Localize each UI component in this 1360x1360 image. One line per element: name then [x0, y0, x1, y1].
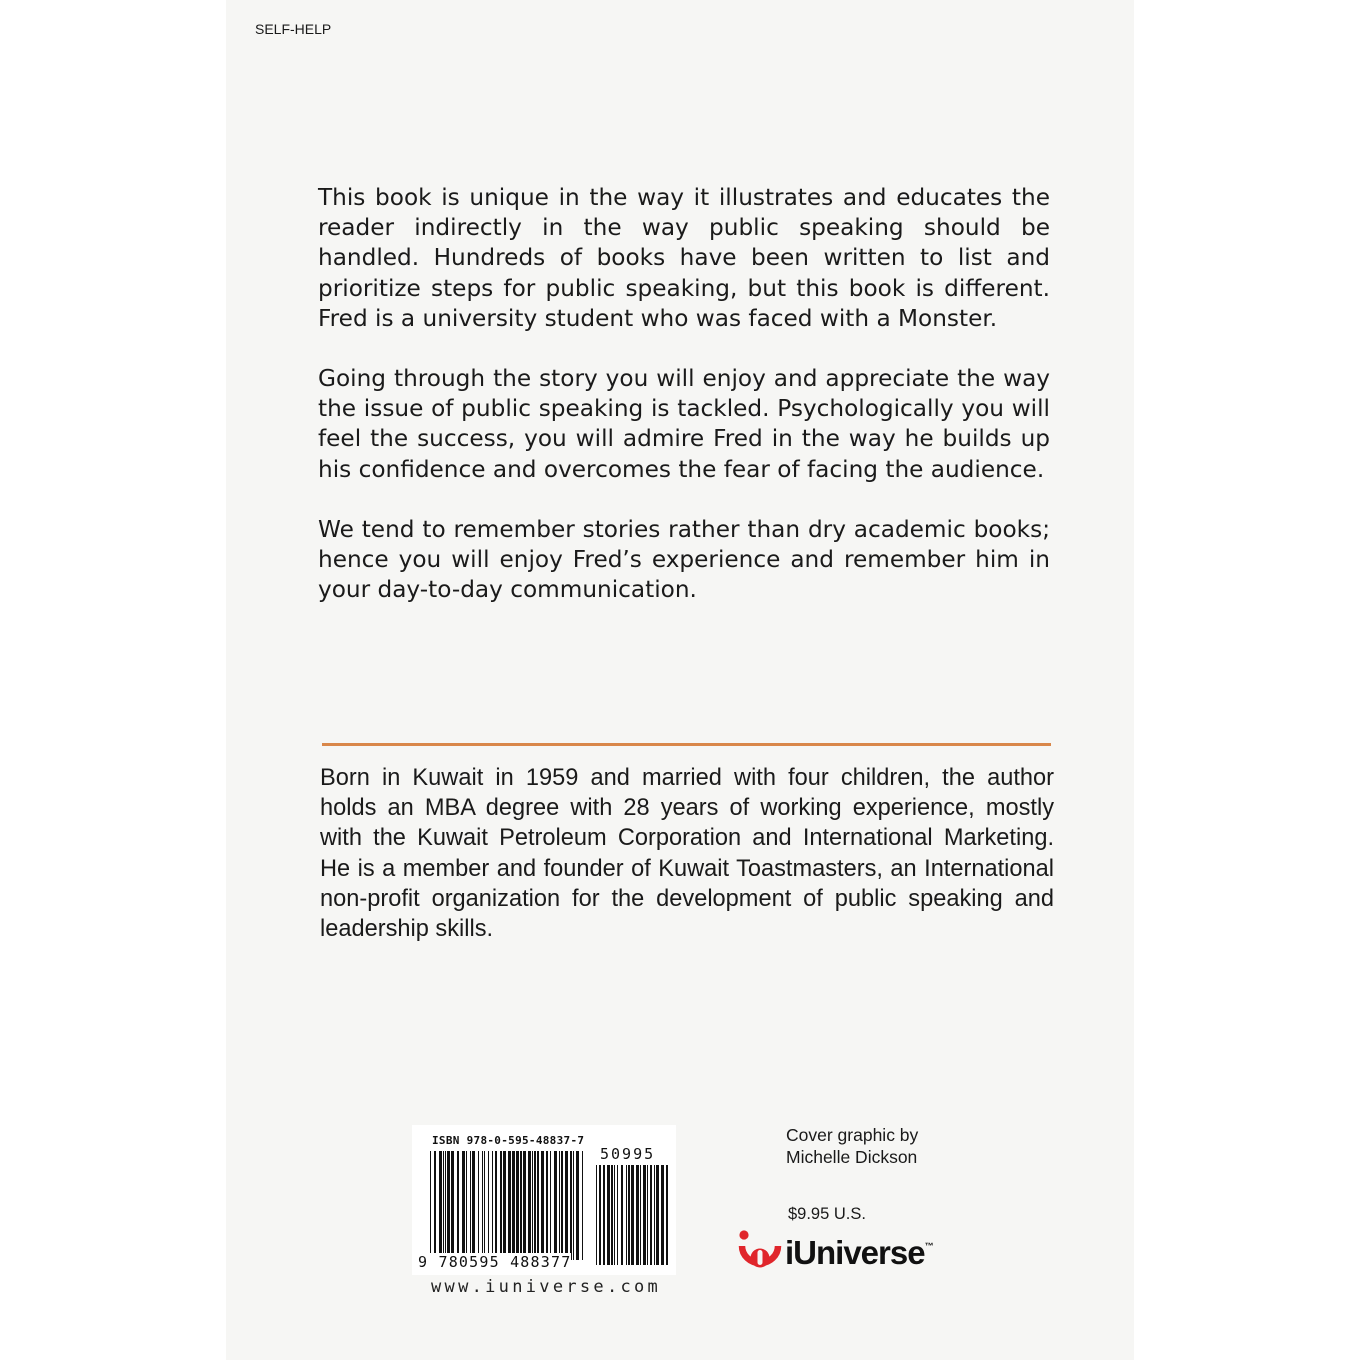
- barcode-bar: [492, 1151, 493, 1260]
- barcode-bar: [603, 1165, 605, 1265]
- genre-label: SELF-HELP: [255, 21, 332, 37]
- blurb-paragraph: We tend to remember stories rather than dry academic books; hence you will enjoy Fred’s experience and remember him in your day-to-day communication.: [318, 515, 1050, 604]
- barcode-bar: [647, 1165, 648, 1265]
- barcode-bar: [439, 1151, 442, 1260]
- cover-credit-line1: Cover graphic by: [786, 1125, 919, 1145]
- barcode-bar: [554, 1151, 557, 1260]
- barcode-bar: [445, 1151, 446, 1260]
- barcode-bar: [640, 1165, 641, 1265]
- barcode-bar: [559, 1151, 560, 1260]
- barcode-bar: [650, 1165, 652, 1265]
- barcode-bar: [576, 1151, 579, 1260]
- publisher-logo: [738, 1229, 934, 1277]
- barcode-bar: [626, 1165, 627, 1265]
- author-bio-text: Born in Kuwait in 1959 and married with four children, the author holds an MBA degree with 28 years of working experience, mostly with the Kuwait Petroleum Corporation and International Marketing. He is a member and founder of Kuwait Toastmasters, an International non-profit organization for the development of public speaking and leadership skills.: [320, 765, 1054, 943]
- barcode-bar: [528, 1151, 531, 1260]
- barcode-bar: [643, 1165, 646, 1265]
- cover-credit-line2: Michelle Dickson: [786, 1147, 918, 1167]
- barcode-bar: [666, 1165, 668, 1265]
- barcode-bar: [582, 1151, 583, 1260]
- barcode-bar: [451, 1151, 454, 1260]
- barcode-bar: [654, 1165, 655, 1265]
- price-addon-digits: 50995: [600, 1145, 656, 1163]
- barcode-bar: [495, 1151, 497, 1260]
- barcode-bar: [628, 1165, 630, 1265]
- barcode-bar: [457, 1151, 459, 1260]
- barcode-bar: [478, 1151, 479, 1260]
- barcode-bar: [520, 1151, 522, 1268]
- barcode-bar: [534, 1151, 536, 1260]
- barcode-bar: [661, 1165, 664, 1265]
- barcode-bar: [546, 1151, 548, 1260]
- cover-credit: [786, 1124, 918, 1168]
- barcode-bar: [447, 1151, 450, 1260]
- ean-digits: 9 780595 488377: [418, 1253, 572, 1271]
- barcode-bar: [617, 1165, 618, 1265]
- barcode-bar: [512, 1151, 515, 1260]
- author-bio: [320, 763, 1054, 944]
- barcode-bar: [550, 1151, 551, 1260]
- barcode-bar: [430, 1151, 431, 1268]
- barcode-bar: [656, 1165, 659, 1265]
- barcode-bar: [503, 1151, 506, 1260]
- barcode-bar: [470, 1151, 471, 1260]
- publisher-name: iUniverse: [785, 1234, 925, 1271]
- blurb-paragraph: Going through the story you will enjoy and appreciate the way the issue of public speaking is tackled. Psychologically you will feel the success, you will admire Fred in the way he builds up his confidence and overcomes the fear of facing the audience.: [318, 365, 1050, 483]
- barcode-bar: [508, 1151, 511, 1260]
- blurb-paragraph: This book is unique in the way it illustrates and educates the reader indirectly in the way public speaking should be handled. Hundreds of books have been written to list and prioritize steps for public speaking, but this book is different. Fred is a university student who was faced with a Monster.: [318, 184, 1050, 332]
- barcode-bar: [537, 1151, 539, 1260]
- barcode-bar: [596, 1165, 597, 1265]
- barcode-bar: [443, 1151, 444, 1260]
- isbn-barcode: [412, 1125, 676, 1275]
- barcode-bar: [484, 1151, 485, 1260]
- barcode-bar: [614, 1165, 615, 1265]
- price-label: $9.95 U.S.: [788, 1205, 866, 1223]
- barcode-bar: [434, 1151, 436, 1268]
- barcode-bar: [472, 1151, 475, 1260]
- barcode-bar: [532, 1151, 533, 1260]
- barcode-bar: [466, 1151, 467, 1260]
- section-divider: [322, 743, 1051, 746]
- barcode-bar: [462, 1151, 465, 1260]
- barcode-bar: [561, 1151, 563, 1260]
- barcode-bar: [621, 1165, 623, 1265]
- barcode-bar: [541, 1151, 544, 1260]
- book-blurb: [318, 183, 1050, 635]
- barcode-bar: [565, 1151, 568, 1260]
- barcode-bar: [607, 1165, 610, 1265]
- barcode-bar: [599, 1165, 601, 1265]
- barcode-bar: [523, 1151, 526, 1260]
- barcode-bar: [488, 1151, 489, 1260]
- trademark-symbol: ™: [924, 1241, 934, 1251]
- barcode-bar: [573, 1151, 574, 1260]
- barcode-bar: [570, 1151, 572, 1260]
- barcode-bar: [516, 1151, 519, 1268]
- barcode-bar: [636, 1165, 639, 1265]
- publisher-website: www.iuniverse.com: [431, 1277, 662, 1297]
- barcode-bar: [482, 1151, 483, 1260]
- iuniverse-logo-icon: [738, 1229, 782, 1277]
- barcode-bar: [500, 1151, 502, 1260]
- barcode-bar: [631, 1165, 634, 1265]
- barcode-bar: [611, 1165, 613, 1265]
- isbn-label: ISBN 978-0-595-48837-7: [432, 1134, 585, 1147]
